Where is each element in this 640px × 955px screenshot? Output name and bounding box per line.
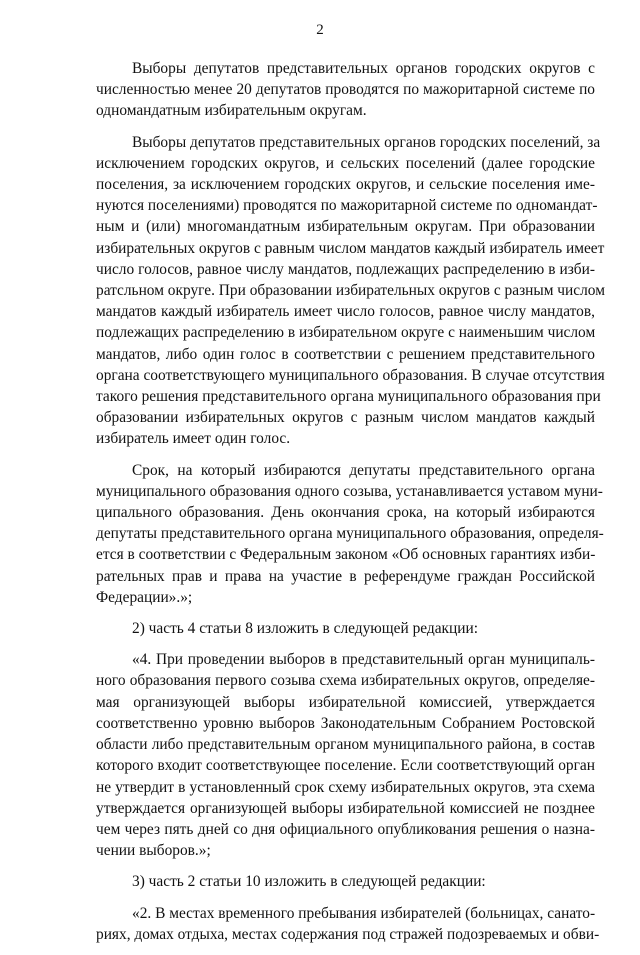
text-line: чем через пять дней со дня официального опубликования решения о назна- — [96, 820, 595, 838]
text-line: избиратель имеет один голос. — [96, 430, 291, 448]
text-line: области либо представительным органом муниципального района, в состав — [96, 736, 595, 754]
text-line: 2) часть 4 статьи 8 изложить в следующей редакции: — [132, 620, 479, 638]
text-line: «2. В местах временного пребывания избирателей (больницах, санато- — [132, 904, 596, 922]
paragraph-6 — [96, 871, 595, 892]
text-line: рательных прав и права на участие в референдуме граждан Российской — [96, 567, 595, 585]
text-line: Выборы депутатов представительных органов городских округов с — [132, 60, 595, 77]
paragraph-2 — [96, 132, 605, 450]
text-line: мая организующей выборы избирательной комиссией, утверждается — [96, 693, 595, 711]
text-line: риях, домах отдыха, местах содержания под стражей подозреваемых и обви- — [96, 925, 600, 943]
text-line: мандатов, либо один голос в соответствии с решением представительного — [96, 345, 595, 363]
text-line: утверждается организующей выборы избирательной комиссией не позднее — [96, 799, 595, 817]
text-line: нуются поселениями) проводятся по мажоритарной системе по одномандат- — [96, 197, 598, 215]
text-line: подлежащих распределению в избирательном округе с наименьшим числом — [96, 324, 596, 342]
text-line: такого решения представительного органа муниципального образования при — [96, 388, 601, 406]
text-line: поселения, за исключением городских округов, и сельские поселения име- — [96, 176, 595, 194]
text-line: 3) часть 2 статьи 10 изложить в следующей редакции: — [132, 873, 486, 891]
paragraph-1 — [96, 58, 595, 122]
text-line: избирательных округов с равным числом мандатов каждый избиратель имеет — [96, 239, 605, 257]
text-line: не утвердит в установленный срок схему избирательных округов, эта схема — [96, 778, 595, 796]
text-line: мандатов каждый избиратель имеет число голосов, равное числу мандатов, — [96, 303, 595, 321]
text-line: соответственно уровню выборов Законодательным Собранием Ростовской — [96, 714, 595, 732]
paragraph-3 — [96, 460, 604, 608]
text-line: ным и (или) многомандатным избирательным округам. При образовании — [96, 218, 595, 236]
text-line: муниципального образования одного созыва, устанавливается уставом муни- — [96, 482, 603, 500]
text-line: исключением городских округов, и сельских поселений (далее городские — [96, 154, 595, 172]
text-line: образовании избирательных округов с разным числом мандатов каждый — [96, 409, 595, 427]
text-line: чении выборов.»; — [96, 842, 211, 860]
text-line: ратсльном округе. При образовании избирательных округов с разным числом — [96, 282, 605, 300]
text-line: органа соответствующего муниципального образования. В случае отсутствия — [96, 366, 605, 384]
paragraph-5 — [96, 649, 595, 861]
text-line: которого входит соответствующее поселение. Если соответствующий орган — [96, 757, 595, 775]
text-line: Срок, на который избираются депутаты представительного органа — [132, 461, 595, 479]
text-line: одномандатным избирательным округам. — [96, 102, 367, 120]
page-number: 2 — [316, 22, 324, 38]
text-line: ципального образования. День окончания срока, на который избираются — [96, 504, 595, 522]
text-line: ется в соответствии с Федеральным законом «Об основных гарантиях изби- — [96, 546, 596, 564]
paragraph-7 — [96, 903, 600, 945]
paragraph-4 — [96, 618, 595, 639]
document-body — [96, 58, 605, 955]
text-line: депутаты представительного органа муниципального образования, определя- — [96, 525, 604, 543]
text-line: Федерации».»; — [96, 588, 193, 606]
text-line: «4. При проведении выборов в представительный орган муниципаль- — [132, 651, 595, 669]
text-line: ного образования первого созыва схема избирательных округов, определяе- — [96, 672, 595, 690]
text-line: Выборы депутатов представительных органов городских поселений, за — [132, 133, 601, 151]
text-line: численностью менее 20 депутатов проводятся по мажоритарной системе по — [96, 81, 595, 99]
text-line: число голосов, равное числу мандатов, подлежащих распределению в изби- — [96, 260, 595, 278]
